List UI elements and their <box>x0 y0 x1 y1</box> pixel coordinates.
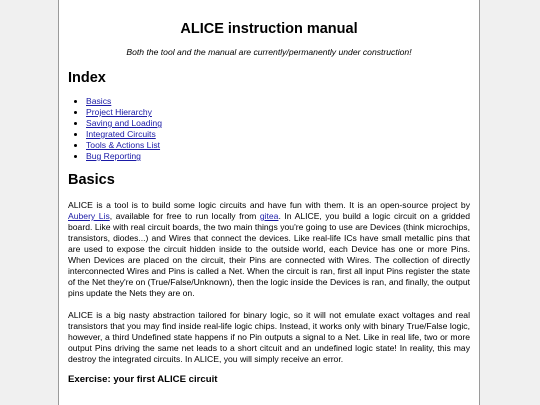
index-item <box>86 129 470 140</box>
index-item <box>86 118 470 129</box>
manual-page <box>58 0 480 405</box>
subtitle-note: Both the tool and the manual are currently/permanently under construction! <box>126 47 412 57</box>
index-item <box>86 96 470 107</box>
basics-paragraph-1 <box>68 200 470 299</box>
index-link-tools-actions-list[interactable]: Tools & Actions List <box>86 140 161 150</box>
index-link-project-hierarchy[interactable]: Project Hierarchy <box>86 107 152 117</box>
basics-paragraph-2: ALICE is a big nasty abstraction tailored for binary logic, so it will not emulate exact voltages and real transistors that you may find inside real-life logic chips. Instead, it works only with binary True/False logic, however, a third Undefined state happens if no Pin outputs a signal to a Net. Like in real life, two or more output Pins driving the same net leads to a short citcuit and an undefined logic state! In reality, this may destroy the integrated circuits. In ALICE, you will simply receive an error. <box>68 310 470 364</box>
basics-heading: Basics <box>68 172 115 188</box>
index-link-bug-reporting[interactable]: Bug Reporting <box>86 151 141 161</box>
basics-p1-text-2: , available for free to run locally from <box>109 211 260 221</box>
index-heading: Index <box>68 70 106 86</box>
index-link-saving-and-loading[interactable]: Saving and Loading <box>86 118 162 128</box>
index-item <box>86 107 470 118</box>
index-list <box>68 96 470 162</box>
index-link-basics[interactable]: Basics <box>86 96 112 106</box>
gitea-link[interactable]: gitea <box>259 211 279 221</box>
index-item <box>86 151 470 162</box>
basics-p1-text-1: ALICE is a tool is to build some logic circuits and have fun with them. It is an open-source project by <box>68 200 470 210</box>
basics-p1-text-3: . In ALICE, you build a logic circuit on a gridded board. Like with real circuit boards, the two main things you're going to use are Devices (think microchips, transistors, diodes...) and Wires that connect the devices. Like real-life ICs have small metallic pins that are used to expose the circuit hidden inside to the outside world, each Device has one or more Pins. When Devices are placed on the circuit, their Pins are connected with Wires. The collection of directly interconnected Wires and Pins is called a Net. When the circuit is ran, first all input Pins register the state of the Net they're on (True/False/Unknown), then the logic inside the Devices is ran, and finally, the output pins update the Nets they are on. <box>68 211 470 298</box>
author-link[interactable]: Aubery Lis <box>68 211 110 221</box>
exercise-heading: Exercise: your first ALICE circuit <box>68 374 218 385</box>
page-title: ALICE instruction manual <box>180 21 358 37</box>
index-link-integrated-circuits[interactable]: Integrated Circuits <box>86 129 156 139</box>
index-item <box>86 140 470 151</box>
